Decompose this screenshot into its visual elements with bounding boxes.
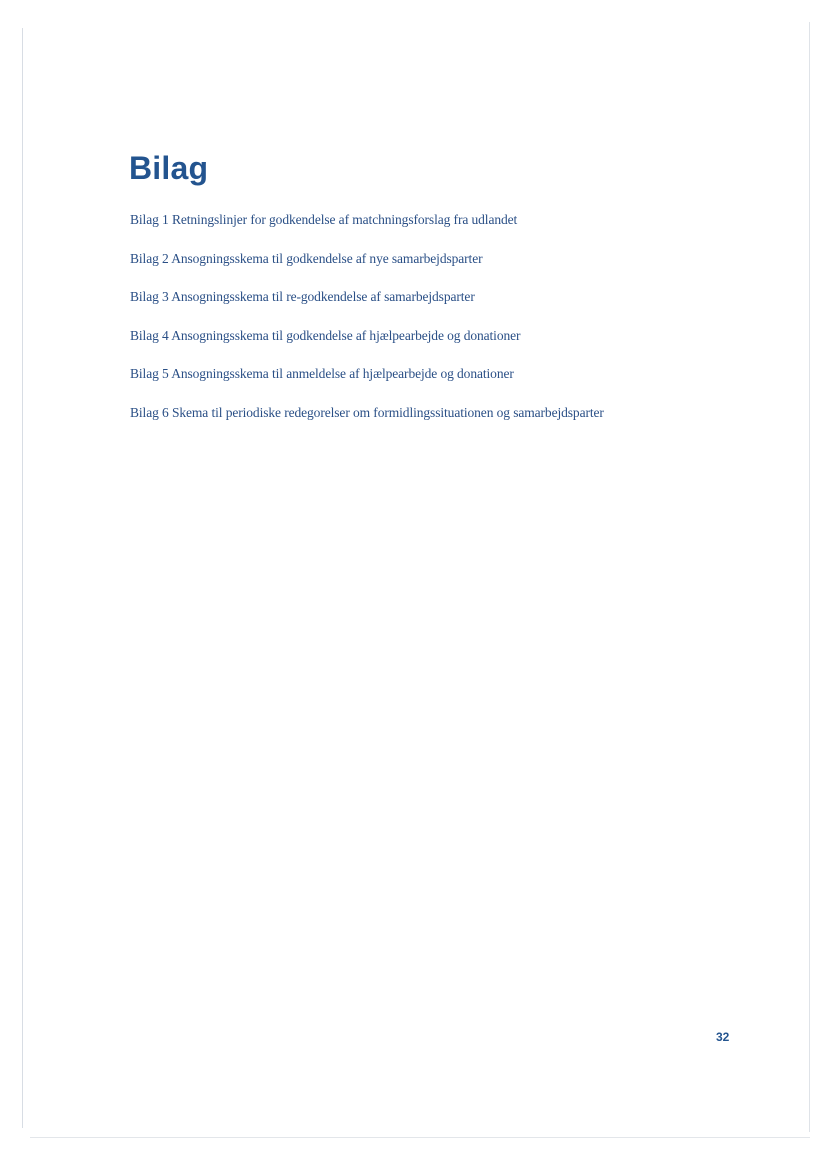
page-edge-bottom: [30, 1137, 810, 1138]
appendix-item-3: Bilag 3 Ansogningsskema til re-godkendelse af samarbejdsparter: [130, 289, 475, 305]
appendix-item-6: Bilag 6 Skema til periodiske redegorelser om formidlingssituationen og samarbejdsparter: [130, 404, 604, 420]
page-number: 32: [716, 1030, 730, 1044]
page-edge-left: [22, 28, 23, 1128]
appendix-item-5: Bilag 5 Ansogningsskema til anmeldelse af hjælpearbejde og donationer: [130, 366, 514, 382]
appendix-item-2: Bilag 2 Ansogningsskema til godkendelse af nye samarbejdsparter: [130, 250, 483, 266]
appendix-item-4: Bilag 4 Ansogningsskema til godkendelse af hjælpearbejde og donationer: [130, 327, 521, 343]
page-edge-right: [809, 22, 810, 1132]
appendix-list: [130, 210, 604, 442]
appendix-item-1: Bilag 1 Retningslinjer for godkendelse af matchningsforslag fra udlandet: [130, 212, 518, 227]
page-heading: Bilag: [129, 150, 209, 186]
